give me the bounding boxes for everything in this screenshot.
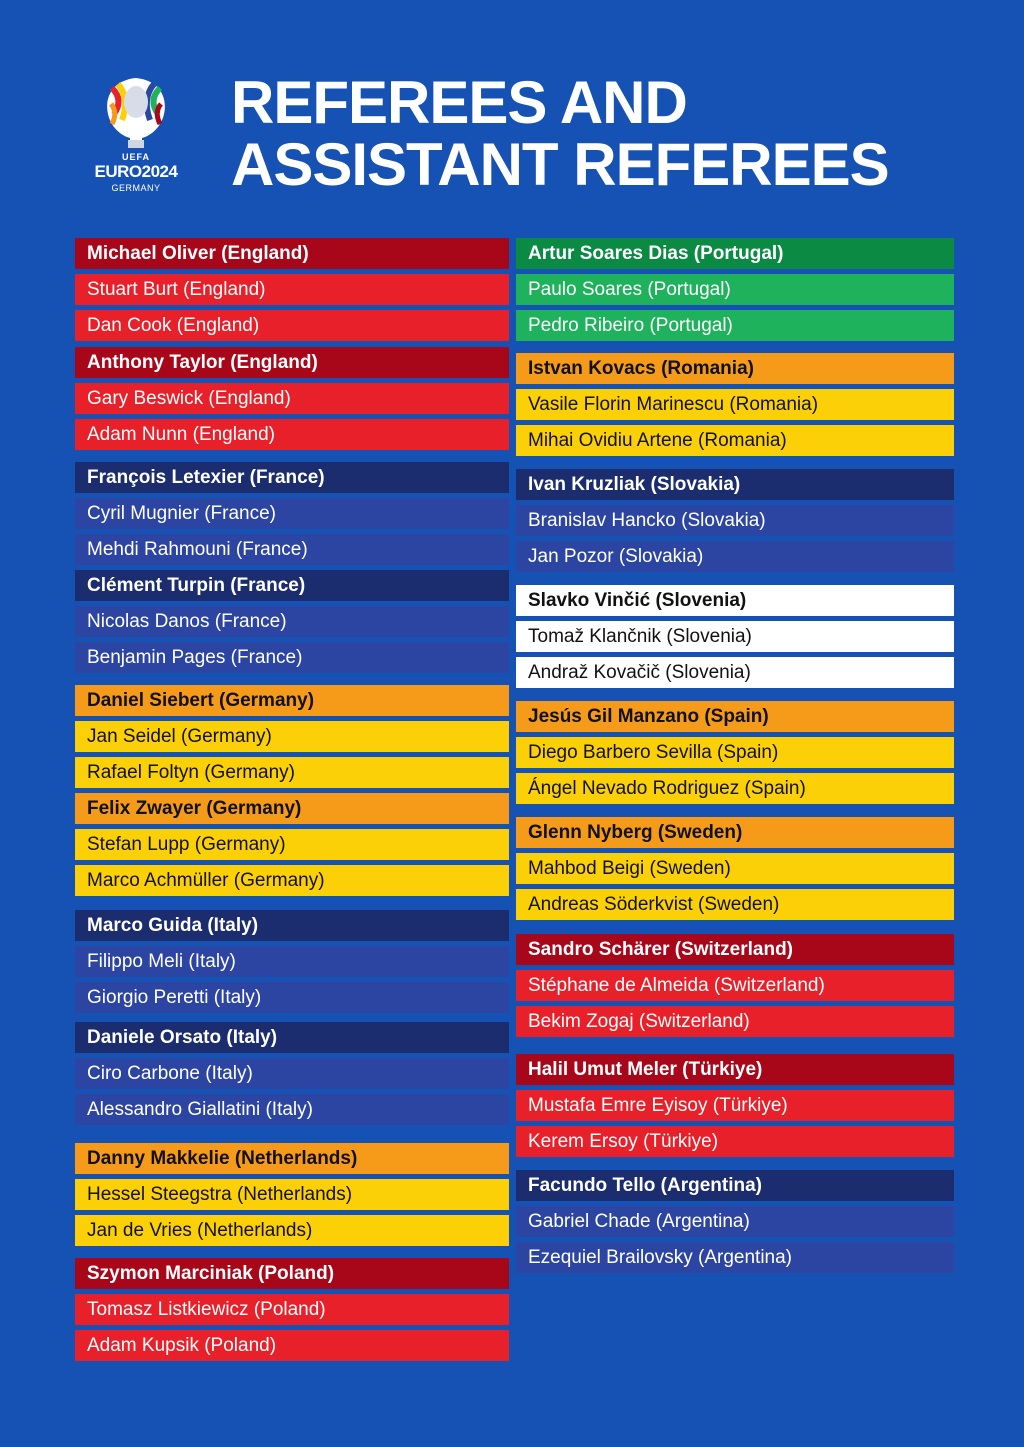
assistant-referee-name: Rafael Foltyn (Germany) [75, 757, 509, 788]
assistant-referee-name: Alessandro Giallatini (Italy) [75, 1094, 509, 1125]
referee-name: Anthony Taylor (England) [75, 347, 509, 378]
logo-event-text: EURO2024 [94, 162, 178, 181]
page-title-line-1: REFEREES AND [231, 69, 687, 136]
referee-name: Glenn Nyberg (Sweden) [516, 817, 954, 848]
referee-team [75, 685, 509, 788]
assistant-referee-name: Mihai Ovidiu Artene (Romania) [516, 425, 954, 456]
referee-name: Halil Umut Meler (Türkiye) [516, 1054, 954, 1085]
assistant-referee-name: Benjamin Pages (France) [75, 642, 509, 673]
referee-name: Clément Turpin (France) [75, 570, 509, 601]
assistant-referee-name: Andreas Söderkvist (Sweden) [516, 889, 954, 920]
assistant-referee-name: Ciro Carbone (Italy) [75, 1058, 509, 1089]
referee-team [75, 1258, 509, 1361]
assistant-referee-name: Cyril Mugnier (France) [75, 498, 509, 529]
referee-team [75, 462, 509, 565]
assistant-referee-name: Stefan Lupp (Germany) [75, 829, 509, 860]
assistant-referee-name: Stuart Burt (England) [75, 274, 509, 305]
assistant-referee-name: Marco Achmüller (Germany) [75, 865, 509, 896]
referee-name: Daniel Siebert (Germany) [75, 685, 509, 716]
assistant-referee-name: Branislav Hancko (Slovakia) [516, 505, 954, 536]
trophy-icon [84, 74, 188, 154]
referee-team [75, 347, 509, 450]
referee-name: Istvan Kovacs (Romania) [516, 353, 954, 384]
referee-team [516, 585, 954, 688]
referee-team [75, 570, 509, 673]
referee-name: Sandro Schärer (Switzerland) [516, 934, 954, 965]
assistant-referee-name: Gabriel Chade (Argentina) [516, 1206, 954, 1237]
assistant-referee-name: Adam Nunn (England) [75, 419, 509, 450]
referee-team [516, 353, 954, 456]
referee-name: Jesús Gil Manzano (Spain) [516, 701, 954, 732]
referee-name: Danny Makkelie (Netherlands) [75, 1143, 509, 1174]
referee-team [75, 238, 509, 341]
referee-team [516, 469, 954, 572]
assistant-referee-name: Pedro Ribeiro (Portugal) [516, 310, 954, 341]
referee-team [75, 1022, 509, 1125]
referee-team [516, 817, 954, 920]
assistant-referee-name: Diego Barbero Sevilla (Spain) [516, 737, 954, 768]
assistant-referee-name: Mehdi Rahmouni (France) [75, 534, 509, 565]
referee-name: Felix Zwayer (Germany) [75, 793, 509, 824]
assistant-referee-name: Tomasz Listkiewicz (Poland) [75, 1294, 509, 1325]
logo-org-text: UEFA [121, 152, 150, 162]
assistant-referee-name: Jan Seidel (Germany) [75, 721, 509, 752]
referee-team [516, 238, 954, 341]
assistant-referee-name: Jan de Vries (Netherlands) [75, 1215, 509, 1246]
assistant-referee-name: Adam Kupsik (Poland) [75, 1330, 509, 1361]
assistant-referee-name: Kerem Ersoy (Türkiye) [516, 1126, 954, 1157]
assistant-referee-name: Vasile Florin Marinescu (Romania) [516, 389, 954, 420]
referee-name: Slavko Vinčić (Slovenia) [516, 585, 954, 616]
assistant-referee-name: Mustafa Emre Eyisoy (Türkiye) [516, 1090, 954, 1121]
assistant-referee-name: Giorgio Peretti (Italy) [75, 982, 509, 1013]
referee-name: Facundo Tello (Argentina) [516, 1170, 954, 1201]
assistant-referee-name: Nicolas Danos (France) [75, 606, 509, 637]
assistant-referee-name: Filippo Meli (Italy) [75, 946, 509, 977]
referee-team [516, 701, 954, 804]
euro2024-logo [84, 74, 188, 202]
referee-name: Szymon Marciniak (Poland) [75, 1258, 509, 1289]
page-title-line-2: ASSISTANT REFEREES [231, 131, 889, 198]
assistant-referee-name: Stéphane de Almeida (Switzerland) [516, 970, 954, 1001]
referee-team [75, 1143, 509, 1246]
assistant-referee-name: Tomaž Klančnik (Slovenia) [516, 621, 954, 652]
assistant-referee-name: Ángel Nevado Rodriguez (Spain) [516, 773, 954, 804]
referee-name: Artur Soares Dias (Portugal) [516, 238, 954, 269]
referee-name: Daniele Orsato (Italy) [75, 1022, 509, 1053]
referee-team [516, 1054, 954, 1157]
assistant-referee-name: Andraž Kovačič (Slovenia) [516, 657, 954, 688]
referee-team [516, 1170, 954, 1273]
referee-name: Michael Oliver (England) [75, 238, 509, 269]
page-title [231, 69, 889, 198]
referee-name: Ivan Kruzliak (Slovakia) [516, 469, 954, 500]
logo-country-text: GERMANY [111, 183, 161, 193]
referee-name: François Letexier (France) [75, 462, 509, 493]
assistant-referee-name: Dan Cook (England) [75, 310, 509, 341]
assistant-referee-name: Bekim Zogaj (Switzerland) [516, 1006, 954, 1037]
assistant-referee-name: Gary Beswick (England) [75, 383, 509, 414]
assistant-referee-name: Mahbod Beigi (Sweden) [516, 853, 954, 884]
referee-team [75, 910, 509, 1013]
assistant-referee-name: Jan Pozor (Slovakia) [516, 541, 954, 572]
assistant-referee-name: Ezequiel Brailovsky (Argentina) [516, 1242, 954, 1273]
assistant-referee-name: Hessel Steegstra (Netherlands) [75, 1179, 509, 1210]
assistant-referee-name: Paulo Soares (Portugal) [516, 274, 954, 305]
referee-name: Marco Guida (Italy) [75, 910, 509, 941]
referee-team [516, 934, 954, 1037]
referee-team [75, 793, 509, 896]
